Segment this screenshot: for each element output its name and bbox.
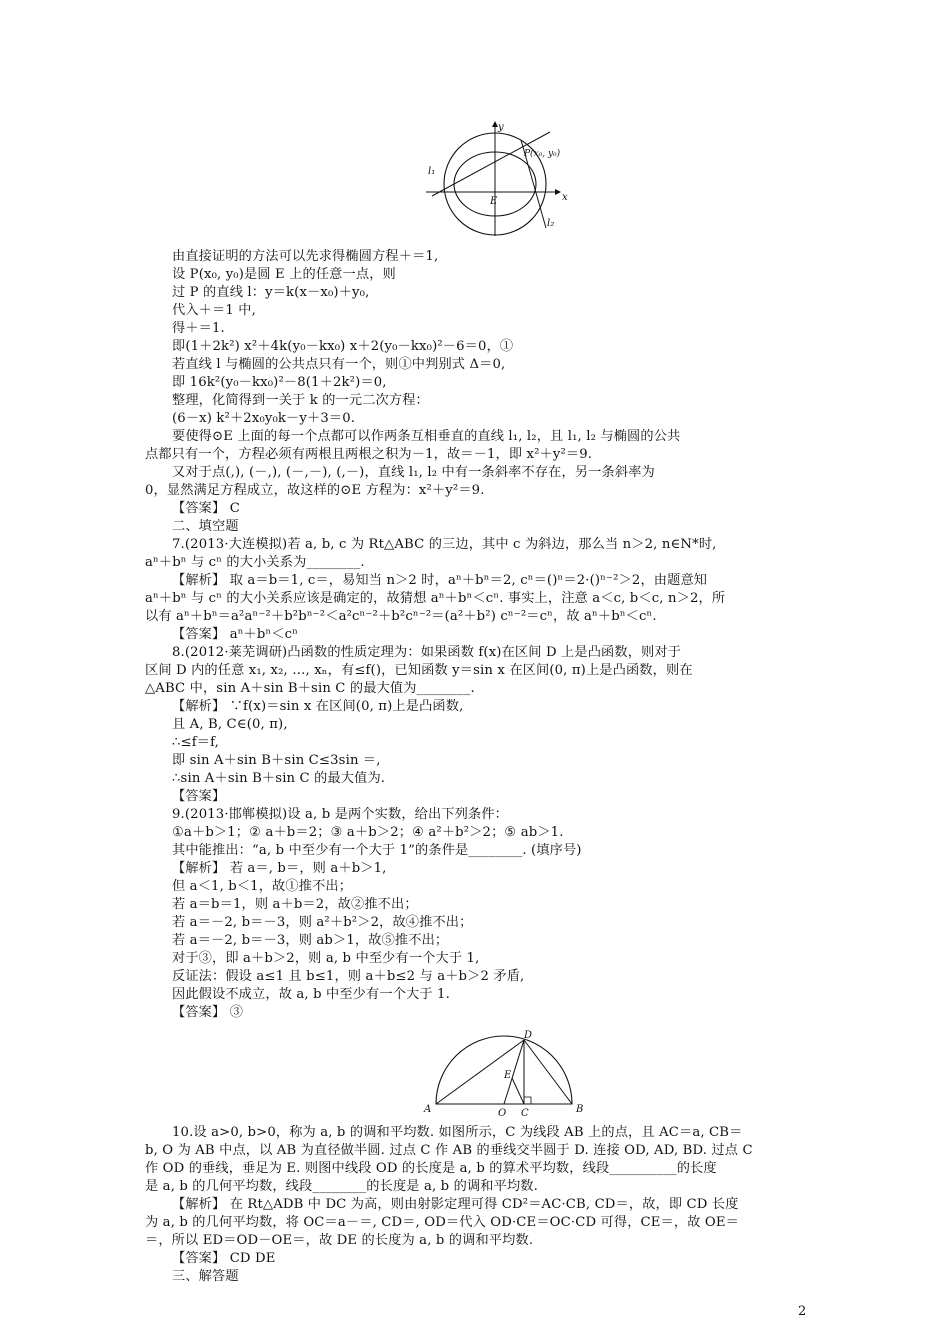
question-line: 10.设 a>0, b>0，称为 a, b 的调和平均数. 如图所示，C 为线段 AB 上的点，且 AC＝a, CB＝ [172, 1125, 743, 1140]
question-line: 8.(2012·莱芜调研)凸函数的性质定理为：如果函数 f(x)在区间 D 上是凸函数，则对于 [172, 645, 682, 660]
text-line: 【解析】 在 Rt△ADB 中 DC 为高，则由射影定理可得 CD²＝AC·CB, CD＝，故，即 CD 长度 [172, 1197, 739, 1212]
text-line: △ABC 中，sin A＋sin B＋sin C 的最大值为________. [145, 681, 475, 696]
text-line: 又对于点(,), (－,), (－,－), (,－)，直线 l₁, l₂ 中有一条斜率不存在，另一条斜率为 [172, 465, 655, 480]
text-line: 即(1＋2k²) x²＋4k(y₀－kx₀) x＋2(y₀－kx₀)²－6＝0，① [172, 339, 514, 354]
answer-line: 【答案】 C [172, 501, 240, 516]
text-line: 若 a＝－2, b＝－3，则 ab＞1，故⑤推不出； [172, 933, 449, 948]
text-line: 若 a＝b＝1，则 a＋b＝2，故②推不出； [172, 897, 418, 912]
label-e: E [504, 1070, 512, 1081]
y-label: y [498, 122, 504, 133]
label-o: O [498, 1108, 507, 1118]
answer-line: 【答案】 ③ [172, 1005, 244, 1020]
label-b: B [576, 1104, 584, 1115]
text-line: 且 A, B, C∈(0, π), [172, 717, 288, 732]
answer-line: 【答案】 CD DE [172, 1251, 276, 1266]
label-d: D [524, 1030, 533, 1041]
section-heading: 三、解答题 [172, 1269, 239, 1284]
label-c: C [521, 1108, 529, 1118]
page-number: 2 [798, 1304, 807, 1319]
text-line: (6－x) k²＋2x₀y₀k－y＋3＝0. [172, 411, 356, 426]
text-line: 因此假设不成立，故 a, b 中至少有一个大于 1. [172, 987, 450, 1002]
semicircle-svg [420, 1030, 590, 1118]
right-angle-mark [524, 1097, 531, 1104]
text-line: ＝，所以 ED＝OD－OE＝，故 DE 的长度为 a, b 的调和平均数. [145, 1233, 534, 1248]
e-label: E [490, 196, 498, 207]
text-line: aⁿ＋bⁿ 与 cⁿ 的大小关系为________. [145, 555, 365, 570]
text-line: 即 16k²(y₀－kx₀)²－8(1＋2k²)＝0, [172, 375, 387, 390]
text-line: ①a＋b＞1；② a＋b＝2；③ a＋b＞2；④ a²＋b²＞2；⑤ ab＞1. [172, 825, 564, 840]
circle-ellipse-figure [420, 118, 580, 240]
text-line: ∴sin A＋sin B＋sin C 的最大值为. [172, 771, 386, 786]
text-line: 【解析】 若 a＝, b＝，则 a＋b＞1, [172, 861, 387, 876]
text-line: ∴≤f＝f, [172, 735, 220, 750]
answer-line: 【答案】 [172, 789, 226, 804]
text-line: 【解析】 取 a＝b＝1, c＝，易知当 n＞2 时，aⁿ＋bⁿ＝2, cⁿ＝()ⁿ＝2·()ⁿ⁻²＞2，由题意知 [172, 573, 708, 588]
text-line: b, O 为 AB 中点，以 AB 为直径做半圆. 过点 C 作 AB 的垂线交半圆于 D. 连接 OD, AD, BD. 过点 C [145, 1143, 753, 1158]
text-line: 其中能推出：“a, b 中至少有一个大于 1”的条件是________. (填序号) [172, 843, 582, 858]
l2-label: l₂ [547, 218, 555, 229]
text-line: 以有 aⁿ＋bⁿ＝a²aⁿ⁻²＋b²bⁿ⁻²＜a²cⁿ⁻²＋b²cⁿ⁻²＝(a²＋b²) cⁿ⁻²＝cⁿ，故 aⁿ＋bⁿ＜cⁿ. [145, 609, 657, 624]
text-line: 代入＋＝1 中, [172, 303, 256, 318]
text-line: 若直线 l 与椭圆的公共点只有一个，则①中判别式 Δ＝0, [172, 357, 506, 372]
question-line: 7.(2013·大连模拟)若 a, b, c 为 Rt△ABC 的三边，其中 c 为斜边，那么当 n＞2, n∈N*时, [172, 537, 717, 552]
x-label: x [562, 192, 568, 203]
text-line: 设 P(x₀, y₀)是圆 E 上的任意一点，则 [172, 267, 396, 282]
label-a: A [424, 1104, 432, 1115]
semicircle-figure [420, 1030, 590, 1118]
section-heading: 二、填空题 [172, 519, 239, 534]
text-line: aⁿ＋bⁿ 与 cⁿ 的大小关系应该是确定的，故猜想 aⁿ＋bⁿ＜cⁿ. 事实上，注意 a＜c, b＜c, n＞2，所 [145, 591, 726, 606]
text-line: 作 OD 的垂线，垂足为 E. 则图中线段 OD 的长度是 a, b 的算术平均数，线段__________的长度 [145, 1161, 717, 1176]
segment-ce [512, 1078, 524, 1104]
text-line: 整理，化简得到一关于 k 的一元二次方程： [172, 393, 429, 408]
text-line: 对于③，即 a＋b＞2，则 a, b 中至少有一个大于 1, [172, 951, 480, 966]
question-line: 9.(2013·邯郸模拟)设 a, b 是两个实数，给出下列条件： [172, 807, 509, 822]
point-p-label: P(x₀, y₀) [524, 149, 561, 159]
text-line: 得＋＝1. [172, 321, 225, 336]
text-line: 0，显然满足方程成立，故这样的⊙E 方程为：x²＋y²＝9. [145, 483, 485, 498]
l1-label: l₁ [428, 166, 436, 177]
text-line: 由直接证明的方法可以先求得椭圆方程＋＝1, [172, 249, 439, 264]
text-line: 但 a＜1, b＜1，故①推不出； [172, 879, 353, 894]
text-line: 即 sin A＋sin B＋sin C≤3sin ＝, [172, 753, 381, 768]
text-line: 过 P 的直线 l：y＝k(x－x₀)＋y₀, [172, 285, 370, 300]
text-line: 若 a＝－2, b＝－3，则 a²＋b²＞2，故④推不出； [172, 915, 473, 930]
answer-line: 【答案】 aⁿ＋bⁿ＜cⁿ [172, 627, 299, 642]
text-line: 区间 D 内的任意 x₁, x₂, …, xₙ，有≤f()，已知函数 y＝sin x 在区间(0, π)上是凸函数，则在 [145, 663, 693, 678]
text-line: 要使得⊙E 上面的每一个点都可以作两条互相垂直的直线 l₁, l₂，且 l₁, l₂ 与椭圆的公共 [172, 429, 681, 444]
circle-ellipse-svg [420, 118, 580, 240]
line-l1 [432, 132, 550, 196]
text-line: 点都只有一个，方程必须有两根且两根之积为－1，故＝－1，即 x²＋y²＝9. [145, 447, 593, 462]
text-line: 反证法：假设 a≤1 且 b≤1，则 a＋b≤2 与 a＋b＞2 矛盾, [172, 969, 525, 984]
text-line: 为 a, b 的几何平均数，将 OC＝a－＝, CD＝, OD＝代入 OD·CE＝OC·CD 可得，CE＝，故 OE＝ [145, 1215, 739, 1230]
text-line: 【解析】 ∵f(x)＝sin x 在区间(0, π)上是凸函数, [172, 699, 464, 714]
text-line: 是 a, b 的几何平均数，线段________的长度是 a, b 的调和平均数. [145, 1179, 538, 1194]
